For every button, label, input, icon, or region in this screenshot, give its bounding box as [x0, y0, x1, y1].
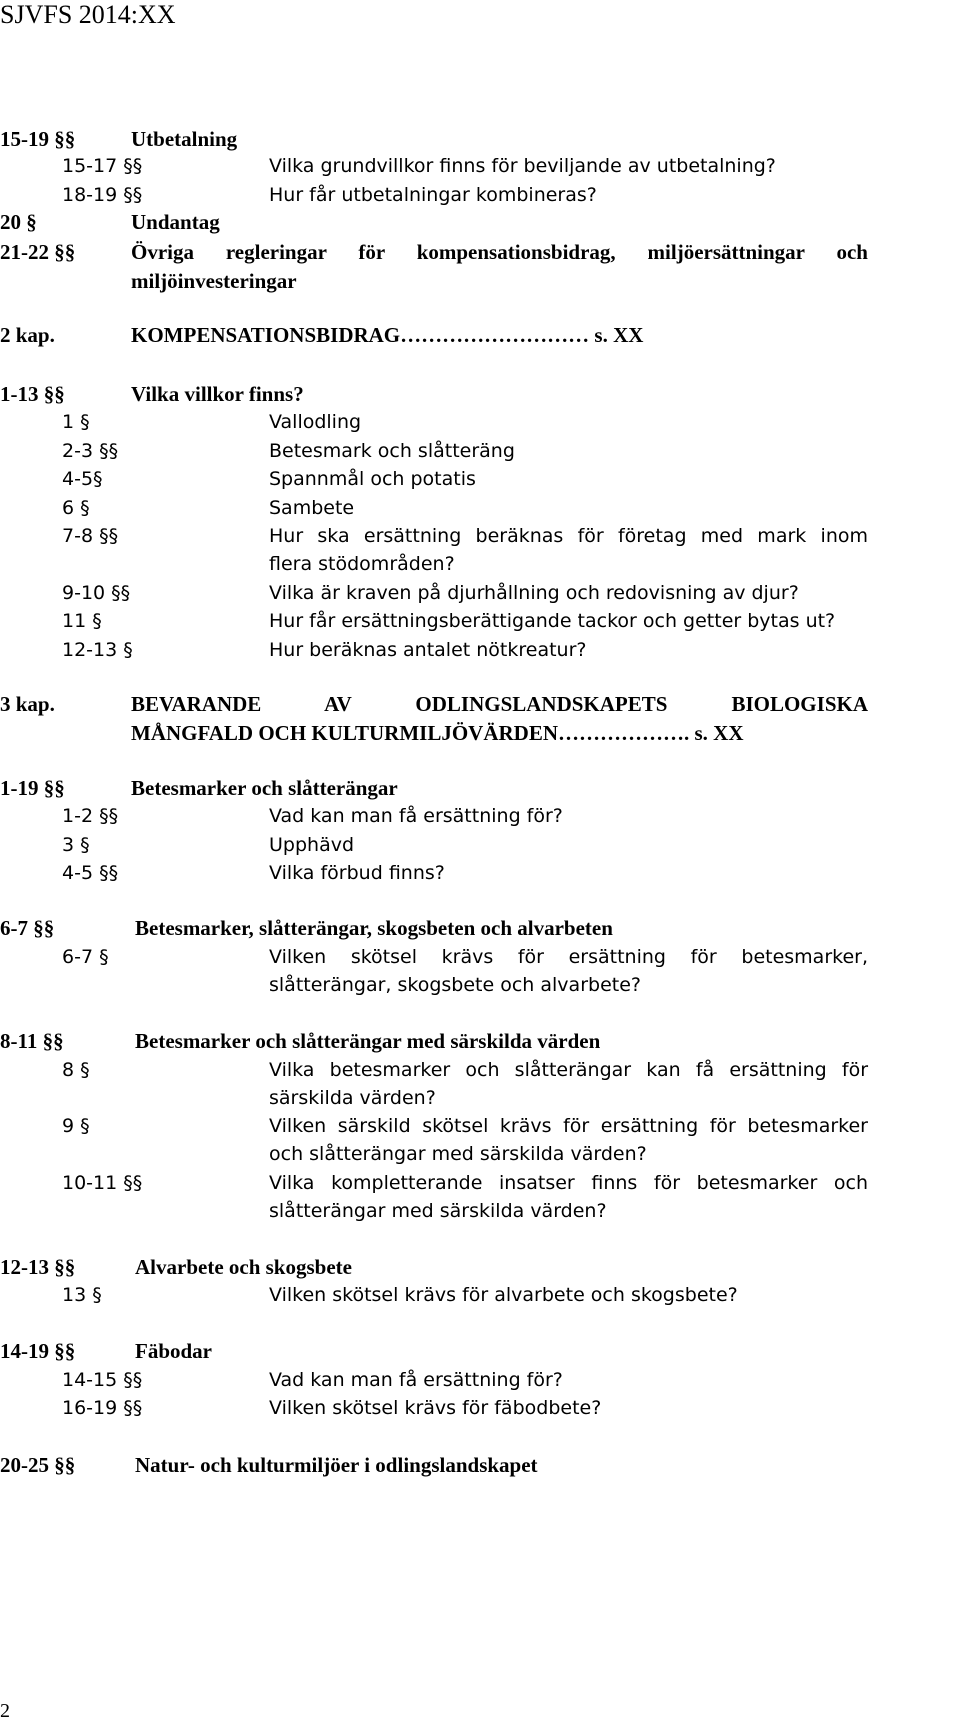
item-text: Upphävd	[269, 834, 355, 856]
item-num: 14-15 §§	[62, 1369, 143, 1391]
item-text: Vad kan man få ersättning för?	[269, 1369, 563, 1391]
item-text: Vilken skötsel krävs för fäbodbete?	[269, 1397, 602, 1419]
item-num: 6-7 §	[62, 946, 109, 968]
item-num: 13 §	[62, 1284, 102, 1306]
item-text: Spannmål och potatis	[269, 468, 476, 490]
section-num: 20 §	[0, 210, 37, 234]
item-num: 1 §	[62, 411, 90, 433]
item-text-cont: flera stödområden?	[269, 553, 455, 575]
item-text-cont: slåtterängar, skogsbete och alvarbete?	[269, 974, 641, 996]
item-num: 15-17 §§	[62, 155, 143, 177]
section-num: 12-13 §§	[0, 1255, 76, 1279]
item-text: Hur får ersättningsberättigande tackor och getter bytas ut?	[269, 610, 836, 632]
item-num: 4-5 §§	[62, 862, 119, 884]
item-text: Sambete	[269, 497, 355, 519]
item-text: Hur beräknas antalet nötkreatur?	[269, 639, 587, 661]
section-title: Utbetalning	[131, 127, 238, 151]
item-text: Vilka är kraven på djurhållning och redovisning av djur?	[269, 582, 799, 604]
item-text: Hur får utbetalningar kombineras?	[269, 184, 597, 206]
section-title: Undantag	[131, 210, 220, 234]
item-num: 2-3 §§	[62, 440, 119, 462]
item-text: Vilka betesmarker och slåtterängar kan få ersättning för	[269, 1059, 868, 1081]
section-title-cont: miljöinvesteringar	[131, 269, 297, 293]
chapter-title: BEVARANDE AV ODLINGSLANDSKAPETS BIOLOGISKA	[131, 692, 868, 716]
item-text-cont: särskilda värden?	[269, 1087, 436, 1109]
section-title: Vilka villkor finns?	[131, 382, 304, 406]
item-text-cont: och slåtterängar med särskilda värden?	[269, 1143, 647, 1165]
item-num: 11 §	[62, 610, 102, 632]
section-num: 1-13 §§	[0, 382, 65, 406]
item-num: 8 §	[62, 1059, 90, 1081]
item-num: 9 §	[62, 1115, 90, 1137]
section-num: 8-11 §§	[0, 1029, 64, 1053]
item-num: 7-8 §§	[62, 525, 119, 547]
section-num: 6-7 §§	[0, 916, 55, 940]
item-text: Vilken skötsel krävs för ersättning för betesmarker,	[269, 946, 868, 968]
item-text: Hur ska ersättning beräknas för företag med mark inom	[269, 525, 868, 547]
item-text: Vilka kompletterande insatser finns för betesmarker och	[269, 1172, 868, 1194]
item-text: Vallodling	[269, 411, 362, 433]
item-num: 16-19 §§	[62, 1397, 143, 1419]
item-num: 6 §	[62, 497, 90, 519]
chapter-num: 3 kap.	[0, 692, 55, 716]
page-number: 2	[0, 1700, 10, 1722]
item-num: 18-19 §§	[62, 184, 143, 206]
section-title: Natur- och kulturmiljöer i odlingslandskapet	[135, 1453, 538, 1477]
section-num: 14-19 §§	[0, 1339, 76, 1363]
section-title: Betesmarker och slåtterängar med särskilda värden	[135, 1029, 601, 1053]
section-title: Betesmarker, slåtterängar, skogsbeten och alvarbeten	[135, 916, 613, 940]
page-header: SJVFS 2014:XX	[0, 0, 176, 29]
item-text: Vilken särskild skötsel krävs för ersättning för betesmarker	[269, 1115, 868, 1137]
item-text: Vilken skötsel krävs för alvarbete och skogsbete?	[269, 1284, 738, 1306]
section-num: 21-22 §§	[0, 240, 76, 264]
section-num: 15-19 §§	[0, 127, 76, 151]
item-num: 9-10 §§	[62, 582, 131, 604]
section-title: Övriga regleringar för kompensationsbidrag, miljöersättningar och	[131, 240, 868, 264]
section-num: 20-25 §§	[0, 1453, 76, 1477]
section-title: Alvarbete och skogsbete	[135, 1255, 352, 1279]
item-text: Vilka grundvillkor finns för beviljande av utbetalning?	[269, 155, 776, 177]
section-title: Fäbodar	[135, 1339, 213, 1363]
item-num: 12-13 §	[62, 639, 133, 661]
chapter-title-cont: MÅNGFALD OCH KULTURMILJÖVÄRDEN………………. s. XX	[131, 721, 744, 745]
item-num: 3 §	[62, 834, 90, 856]
item-num: 10-11 §§	[62, 1172, 143, 1194]
item-text: Vad kan man få ersättning för?	[269, 805, 563, 827]
section-title: Betesmarker och slåtterängar	[131, 776, 398, 800]
item-text-cont: slåtterängar med särskilda värden?	[269, 1200, 607, 1222]
item-num: 4-5§	[62, 468, 103, 490]
item-num: 1-2 §§	[62, 805, 119, 827]
section-num: 1-19 §§	[0, 776, 65, 800]
chapter-num: 2 kap.	[0, 323, 55, 347]
chapter-title: KOMPENSATIONSBIDRAG……………………… s. XX	[131, 323, 644, 347]
item-text: Vilka förbud finns?	[269, 862, 445, 884]
item-text: Betesmark och slåtteräng	[269, 440, 515, 462]
